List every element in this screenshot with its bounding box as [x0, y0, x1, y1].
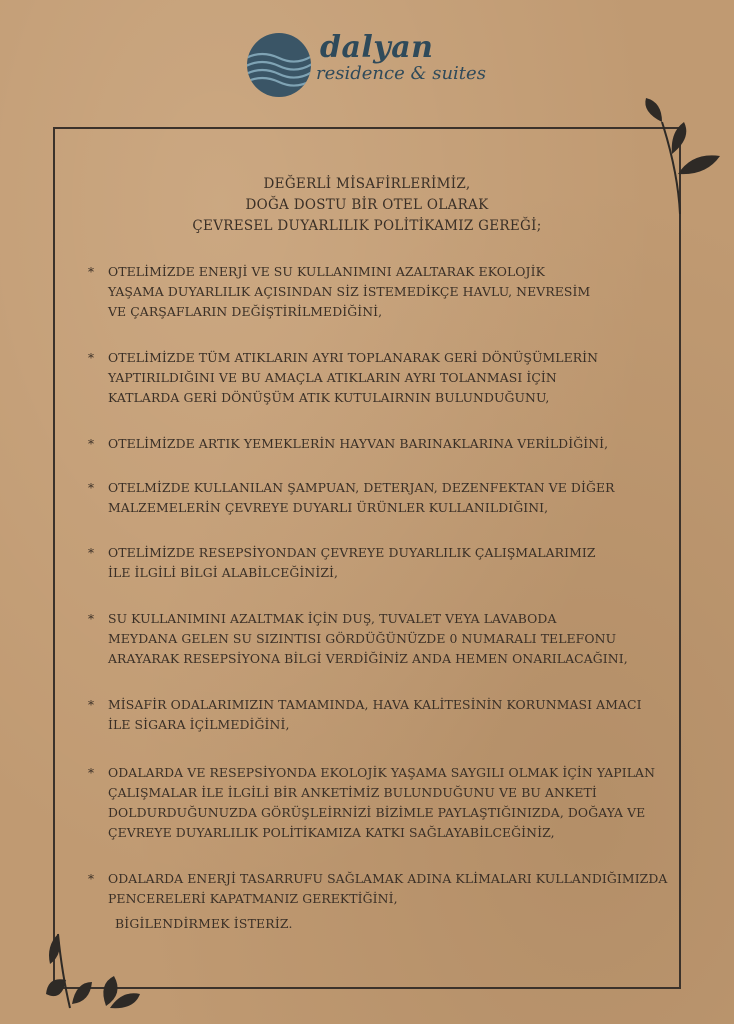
policy-item [88, 434, 668, 454]
policy-item [88, 869, 668, 909]
notice-heading [0, 174, 734, 237]
policy-item [88, 763, 668, 843]
item-line: OTELİMİZDE TÜM ATIKLARIN AYRI TOPLANARAK GERİ DÖNÜŞÜMLERİN [108, 350, 599, 365]
item-line: ODALARDA ENERJİ TASARRUFU SAĞLAMAK ADINA KLİMALARI KULLANDIĞIMIZDA [108, 871, 668, 886]
logo-wordmark [316, 30, 486, 84]
bullet-star: * [88, 766, 95, 780]
policy-item [88, 609, 668, 669]
policy-item [88, 348, 668, 408]
item-line: ÇEVREYE DUYARLILIK POLİTİKAMIZA KATKI SAĞLAYABİLCEĞİNİZ, [108, 825, 555, 840]
policy-item [88, 478, 668, 518]
bullet-star: * [88, 481, 95, 495]
item-line: YAŞAMA DUYARLILIK AÇISINDAN SİZ İSTEMEDİKÇE HAVLU, NEVRESİM [108, 284, 591, 299]
item-line: VE ÇARŞAFLARIN DEĞİŞTİRİLMEDİĞİNİ, [108, 304, 383, 319]
item-line: MEYDANA GELEN SU SIZINTISI GÖRDÜĞÜNÜZDE 0 NUMARALI TELEFONU [108, 631, 617, 646]
item-line: ÇALIŞMALAR İLE İLGİLİ BİR ANKETİMİZ BULUNDUĞUNU VE BU ANKETİ [108, 785, 597, 800]
bullet-star: * [88, 698, 95, 712]
heading-line-2: DOĞA DOSTU BİR OTEL OLARAK [245, 197, 489, 213]
hotel-logo [246, 32, 486, 104]
leaf-branch-bottom-left-icon [40, 924, 150, 1014]
bullet-star: * [88, 872, 95, 886]
logo-tagline: residence & suites [316, 63, 486, 84]
item-line: DOLDURDUĞUNUZDA GÖRÜŞLEİRNİZİ BİZİMLE PAYLAŞTIĞINIZDA, DOĞAYA VE [108, 805, 646, 820]
item-line: MALZEMELERİN ÇEVREYE DUYARLI ÜRÜNLER KULLANILDIĞINI, [108, 500, 549, 515]
item-line: SU KULLANIMINI AZALTMAK İÇİN DUŞ, TUVALET VEYA LAVABODA [108, 611, 557, 626]
item-line: MİSAFİR ODALARIMIZIN TAMAMINDA, HAVA KALİTESİNİN KORUNMASI AMACI [108, 697, 642, 712]
heading-line-3: ÇEVRESEL DUYARLILIK POLİTİKAMIZ GEREĞİ; [192, 218, 542, 234]
heading-line-1: DEĞERLİ MİSAFİRLERİMİZ, [263, 176, 471, 192]
item-line: OTELİMİZDE RESEPSİYONDAN ÇEVREYE DUYARLILIK ÇALIŞMALARIMIZ [108, 545, 596, 560]
logo-wave-icon [246, 32, 312, 98]
item-line: OTELİMİZDE ARTIK YEMEKLERİN HAYVAN BARINAKLARINA VERİLDİĞİNİ, [108, 436, 609, 451]
item-line: İLE İLGİLİ BİLGİ ALABİLCEĞİNİZİ, [108, 565, 339, 580]
bullet-star: * [88, 612, 95, 626]
item-line: ODALARDA VE RESEPSİYONDA EKOLOJİK YAŞAMA SAYGILI OLMAK İÇİN YAPILAN [108, 765, 656, 780]
item-line: PENCERELERİ KAPATMANIZ GEREKTİĞİNİ, [108, 891, 398, 906]
item-line: ARAYARAK RESEPSİYONA BİLGİ VERDİĞİNİZ ANDA HEMEN ONARILACAĞINI, [108, 651, 628, 666]
item-line: OTELMİZDE KULLANILAN ŞAMPUAN, DETERJAN, DEZENFEKTAN VE DİĞER [108, 480, 615, 495]
logo-name: dalyan [320, 30, 434, 65]
bullet-star: * [88, 437, 95, 451]
policy-item [88, 695, 668, 735]
item-line: İLE SİGARA İÇİLMEDİĞİNİ, [108, 717, 290, 732]
policy-item [88, 262, 668, 322]
bullet-star: * [88, 351, 95, 365]
item-line: KATLARDA GERİ DÖNÜŞÜM ATIK KUTULAIRNIN BULUNDUĞUNU, [108, 390, 550, 405]
closing-line: BİGİLENDİRMEK İSTERİZ. [115, 916, 293, 931]
item-line: YAPTIRILDIĞINI VE BU AMAÇLA ATIKLARIN AYRI TOLANMASI İÇİN [108, 370, 557, 385]
bullet-star: * [88, 265, 95, 279]
bullet-star: * [88, 546, 95, 560]
policy-list [88, 262, 668, 909]
policy-item [88, 543, 668, 583]
item-line: OTELİMİZDE ENERJİ VE SU KULLANIMINI AZALTARAK EKOLOJİK [108, 264, 545, 279]
